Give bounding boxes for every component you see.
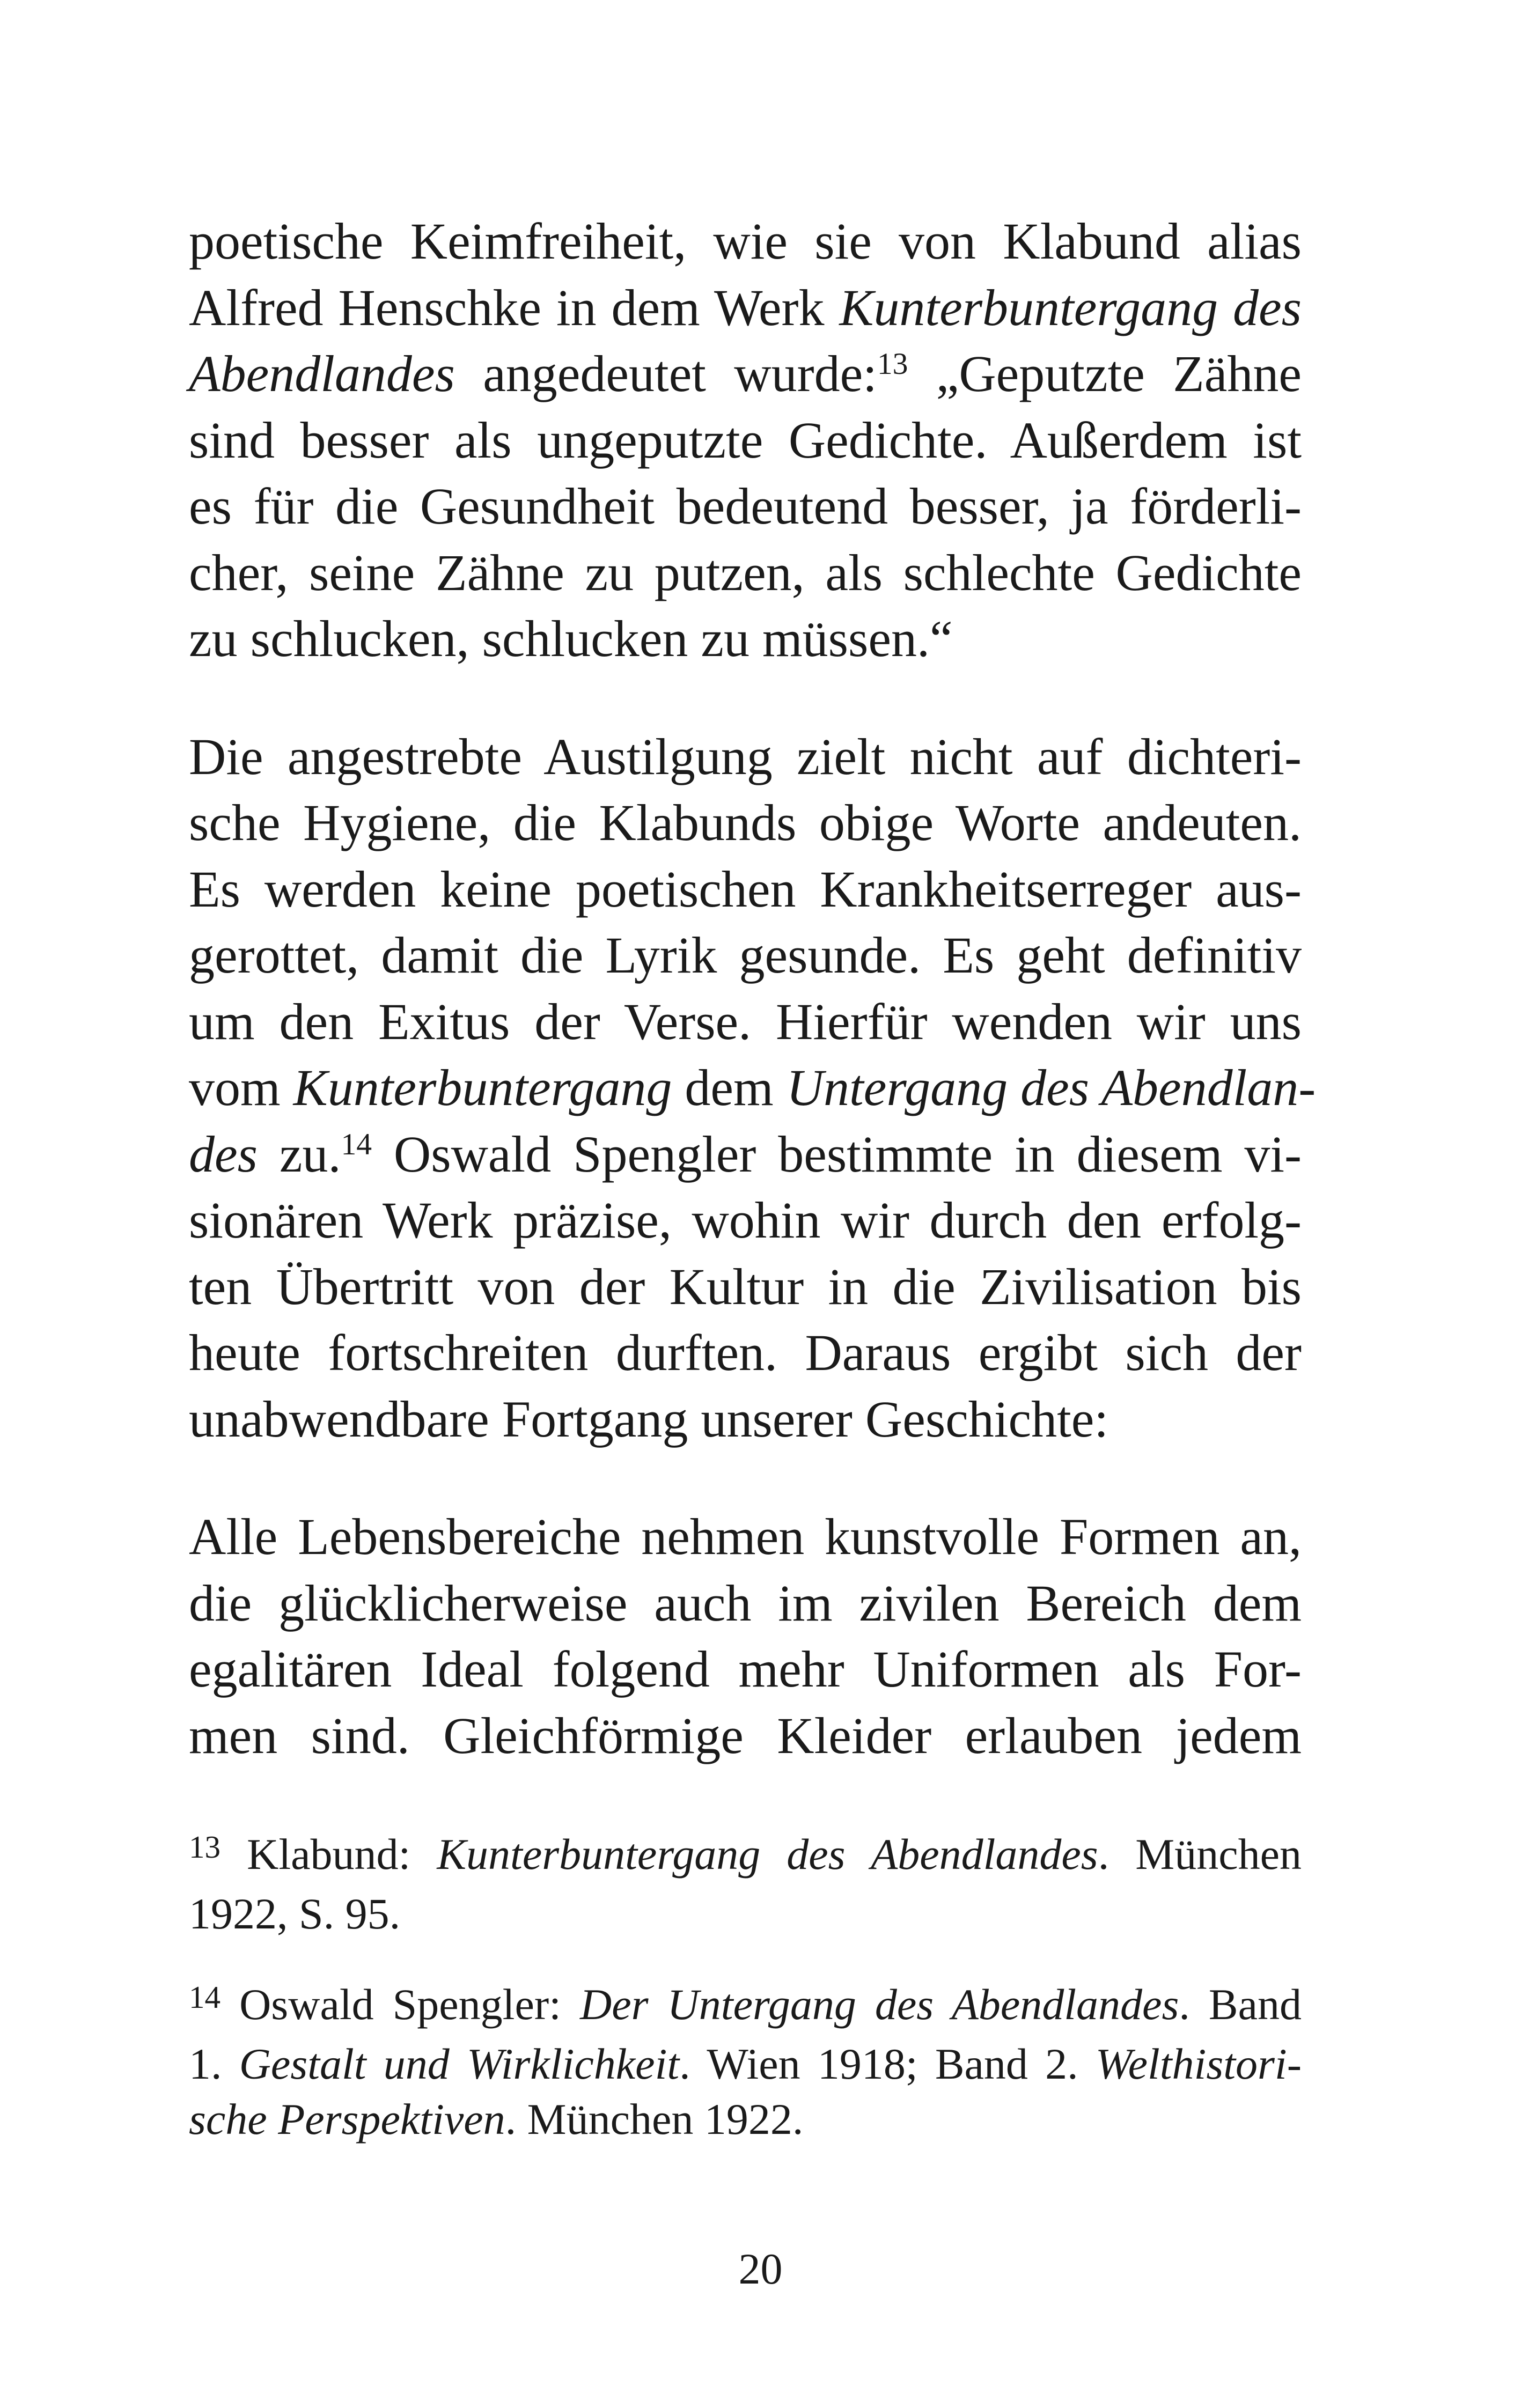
text-line: men sind. Gleichförmige Kleider erlauben jedem [189,1706,1302,1764]
text-line: vom Kunterbuntergang dem Untergang des Abendlan- [189,1059,1316,1116]
footnote-line: sche Perspektiven. München 1922. [189,2095,804,2144]
italic-title: Untergang des Abendlan- [786,1059,1316,1116]
text-line: poetische Keimfreiheit, wie sie von Klabund alias [189,212,1302,270]
text-line: ten Übertritt von der Kultur in die Zivilisation bis [189,1257,1302,1315]
footnote-number: 14 [189,1979,221,2015]
italic-title: des [189,1125,258,1183]
text-line: egalitären Ideal folgend mehr Uniformen als For- [189,1640,1302,1698]
text-line: um den Exitus der Verse. Hierfür wenden wir uns [189,992,1302,1050]
paragraph [189,208,1302,672]
body-text [189,208,1316,1820]
footnote-reference: 13 [877,347,908,381]
italic-title: Der Untergang des Abendlandes [580,1980,1179,2029]
italic-title: Kunterbuntergang des Abendlandes [437,1830,1098,1879]
italic-title: Kunterbuntergang [293,1059,672,1116]
text-line: Alle Lebensbereiche nehmen kunstvolle Formen an, [189,1508,1302,1565]
footnote-line: $^{14}$ Oswald Spengler: Der Untergang des Abendlandes. Band [189,1979,1302,2029]
text-line: cher, seine Zähne zu putzen, als schlechte Gedichte [189,543,1302,601]
text-line: sche Hygiene, die Klabunds obige Worte andeuten. [189,794,1302,851]
text-line: sionären Werk präzise, wohin wir durch den erfolg- [189,1191,1302,1249]
text-line: heute fortschreiten durften. Daraus ergibt sich der [189,1324,1302,1381]
text-line: gerottet, damit die Lyrik gesunde. Es geht definitiv [189,926,1302,984]
text-line: Es werden keine poetischen Krankheitserreger aus- [189,860,1302,918]
text-line: Die angestrebte Austilgung zielt nicht auf dichteri- [189,727,1302,785]
italic-title: sche Perspektiven [189,2095,505,2144]
text-line: Abendlandes angedeutet wurde:$^{13}$ „Geputzte Zähne [189,345,1302,402]
page-number: 20 [738,2244,783,2293]
footnote-reference: 14 [341,1127,372,1161]
text-line: es für die Gesundheit bedeutend besser, ja förderli- [189,477,1302,535]
paragraph [189,724,1316,1453]
text-line: die glücklicherweise auch im zivilen Bereich dem [189,1574,1302,1632]
italic-title: Kunterbuntergang des [839,278,1302,336]
text-line: sind besser als ungeputzte Gedichte. Außerdem ist [189,411,1302,469]
italic-title: Abendlandes [189,345,455,402]
footnote [189,1827,1302,1941]
italic-title: Welthistori- [1095,2039,1302,2088]
paragraph [189,1504,1302,1769]
footnote [189,1977,1302,2147]
text-line: zu schlucken, schlucken zu müssen.“ [189,610,953,667]
italic-title: Gestalt und Wirklichkeit [239,2039,680,2088]
text-line: unabwendbare Fortgang unserer Geschichte: [189,1390,1109,1448]
footnote-line: 1922, S. 95. [189,1889,401,1938]
footnotes [189,1827,1302,2182]
footnote-number: 13 [189,1829,221,1865]
footnote-line: $^{13}$ Klabund: Kunterbuntergang des Abendlandes. München [189,1829,1302,1879]
footnote-line: 1. Gestalt und Wirklichkeit. Wien 1918; Band 2. Welthistori- [189,2039,1302,2088]
text-line: des zu.$^{14}$ Oswald Spengler bestimmte in diesem vi- [189,1125,1302,1183]
text-line: Alfred Henschke in dem Werk Kunterbuntergang des [189,278,1302,336]
